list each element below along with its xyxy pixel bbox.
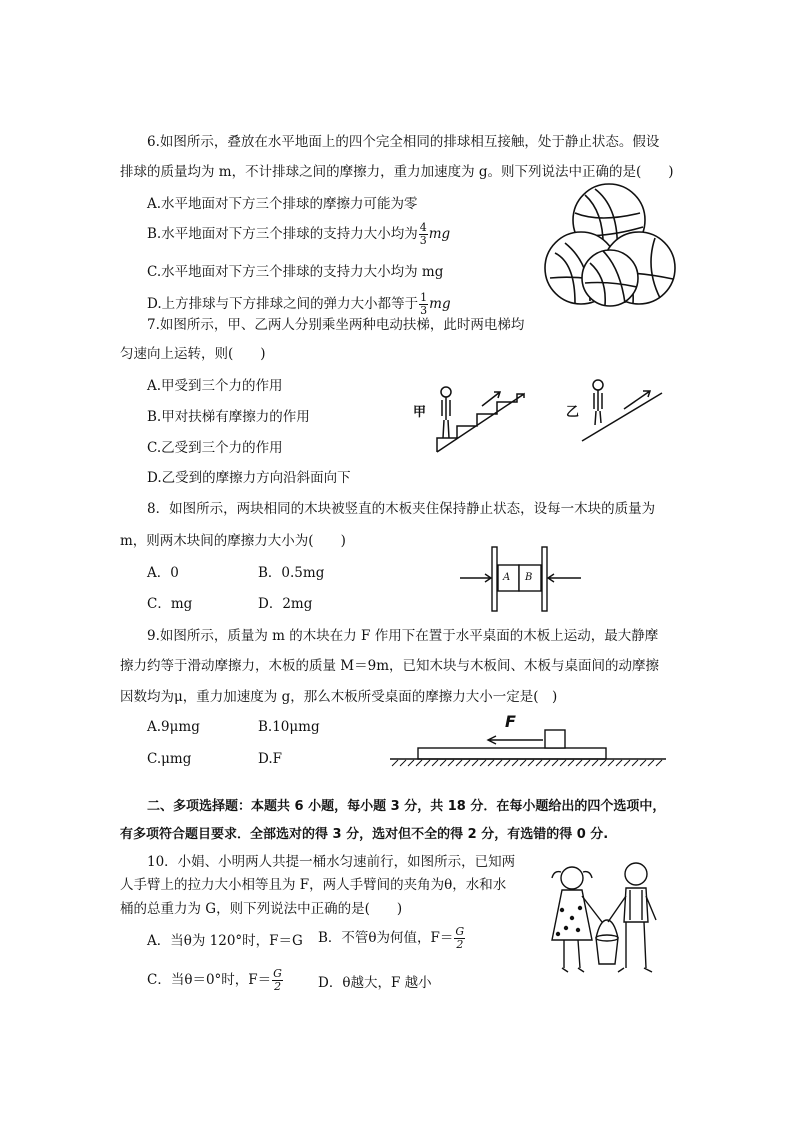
q10-option-c	[147, 968, 284, 993]
q8-option-b: B．0.5mg	[258, 565, 325, 581]
q6-option-d-fraction	[419, 292, 428, 317]
q6-option-c: C.水平地面对下方三个排球的支持力大小均为 mg	[147, 264, 444, 280]
q10-option-c-fraction	[272, 968, 283, 993]
q6-option-b-unit: mg	[428, 226, 451, 242]
q6-stem-line2: 排球的质量均为 m，不计排球之间的摩擦力，重力加速度为 g。则下列说法中正确的是( )	[120, 164, 674, 180]
label-jia: 甲	[413, 405, 427, 420]
q9-stem-line3: 因数均为μ，重力加速度为 g，那么木板所受桌面的摩擦力大小一定是( )	[120, 689, 558, 705]
q10-stem-line2: 人手臂上的拉力大小相等且为 F，两人手臂间的夹角为θ，水和水	[120, 877, 507, 893]
clamped-blocks-figure	[458, 545, 583, 613]
slope-escalator-figure	[580, 375, 665, 445]
q10-option-b-fraction	[454, 926, 465, 951]
fraction-denominator: 3	[419, 234, 427, 247]
children-carrying-bucket-figure	[540, 860, 675, 980]
q9-stem-line2: 擦力约等于滑动摩擦力，木板的质量 M＝9m，已知木块与木板间、木板与桌面间的动摩擦	[120, 658, 660, 674]
q6-option-a: A.水平地面对下方三个排球的摩擦力可能为零	[147, 196, 418, 212]
board-block-figure	[388, 712, 668, 772]
q9-option-a: A.9μmg	[147, 719, 200, 735]
q7-option-d: D.乙受到的摩擦力方向沿斜面向下	[147, 470, 351, 486]
q7-option-b: B.甲对扶梯有摩擦力的作用	[147, 409, 310, 425]
q6-stem-line1: 6.如图所示，叠放在水平地面上的四个完全相同的排球相互接触，处于静止状态。假设	[147, 134, 660, 150]
fraction-numerator: 1	[420, 291, 428, 304]
fraction-numerator: 4	[419, 221, 427, 234]
q8-stem-line1: 8．如图所示，两块相同的木块被竖直的木板夹住保持静止状态，设每一木块的质量为	[147, 501, 656, 517]
block-a-label: A	[503, 572, 511, 583]
q10-option-c-text: C．当θ＝0°时，F＝	[147, 972, 272, 988]
stair-escalator-figure	[432, 380, 532, 455]
q10-option-d: D．θ越大，F 越小	[318, 975, 432, 991]
q10-option-b	[318, 926, 466, 951]
q7-stem-line2: 匀速向上运转，则( )	[120, 346, 266, 362]
q9-option-b: B.10μmg	[258, 719, 320, 735]
q8-option-d: D．2mg	[258, 596, 313, 612]
q10-stem-line1: 10．小娟、小明两人共提一桶水匀速前行，如图所示，已知两	[147, 854, 516, 870]
volleyball-stack-figure	[545, 183, 675, 308]
fraction-denominator: 2	[456, 938, 464, 951]
wood-block	[545, 730, 565, 748]
fraction-numerator: G	[455, 925, 465, 938]
section2-heading-line2: 有多项符合题目要求．全部选对的得 3 分，选对但不全的得 2 分，有选错的得 0 分.	[120, 827, 609, 842]
q8-option-a: A．0	[147, 565, 179, 581]
q6-option-d	[147, 292, 451, 317]
q7-option-a: A.甲受到三个力的作用	[147, 378, 283, 394]
section2-heading-line1: 二、多项选择题：本题共 6 小题，每小题 3 分，共 18 分．在每小题给出的四个选项中，	[147, 799, 666, 814]
fraction-denominator: 2	[274, 980, 282, 993]
q8-option-c: C．mg	[147, 596, 193, 612]
q9-option-c: C.μmg	[147, 751, 192, 767]
q7-stem-line1: 7.如图所示，甲、乙两人分别乘坐两种电动扶梯，此时两电梯均	[147, 317, 525, 333]
q10-option-b-text: B．不管θ为何值，F＝	[318, 930, 454, 946]
q6-option-b-text: B.水平地面对下方三个排球的支持力大小均为	[147, 226, 418, 242]
q10-stem-line3: 桶的总重力为 G，则下列说法中正确的是( )	[120, 901, 403, 917]
q7-option-c: C.乙受到三个力的作用	[147, 440, 283, 456]
fraction-numerator: G	[273, 967, 282, 980]
q6-option-d-unit: mg	[429, 296, 451, 312]
q6-option-d-text: D.上方排球与下方排球之间的弹力大小都等于	[147, 296, 419, 312]
q9-option-d: D.F	[258, 751, 283, 767]
q9-stem-line1: 9.如图所示，质量为 m 的木块在力 F 作用下在置于水平桌面的木板上运动，最大静摩	[147, 628, 659, 644]
fraction-denominator: 3	[420, 304, 428, 317]
label-yi: 乙	[566, 405, 580, 420]
q6-option-b	[147, 222, 450, 247]
q10-option-a: A．当θ为 120°时，F＝G	[147, 933, 303, 949]
force-f-label: F	[505, 712, 516, 731]
board	[418, 748, 606, 759]
q8-stem-line2: m，则两木块间的摩擦力大小为( )	[120, 533, 346, 549]
q6-option-b-fraction	[419, 222, 428, 247]
block-b-label: B	[525, 572, 533, 583]
